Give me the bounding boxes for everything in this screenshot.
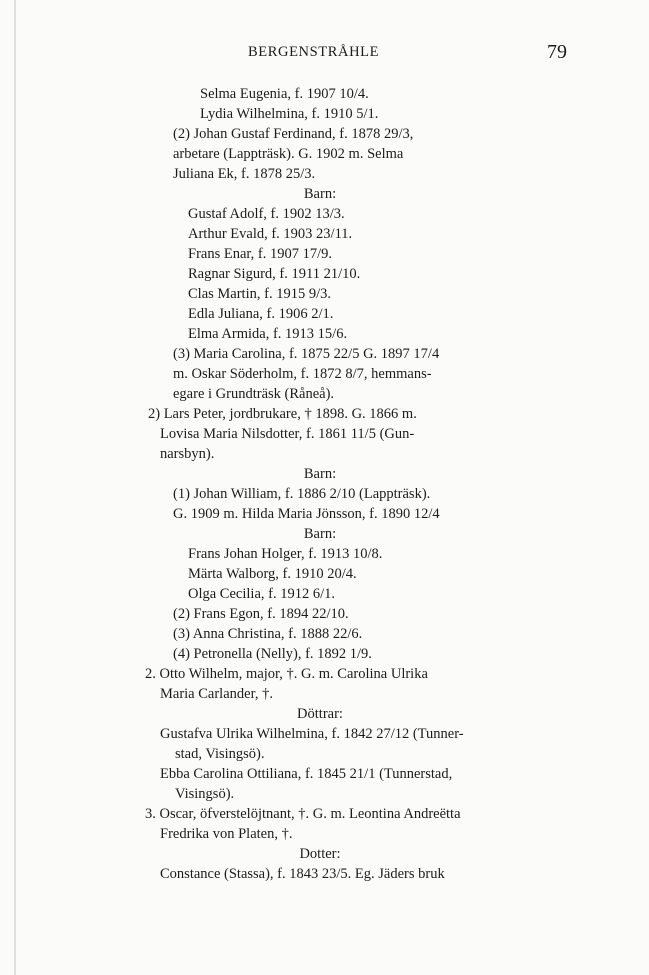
- page-number: 79: [547, 41, 567, 63]
- text-line: G. 1909 m. Hilda Maria Jönsson, f. 1890 12/4: [173, 506, 440, 522]
- text-line: Lydia Wilhelmina, f. 1910 5/1.: [200, 106, 379, 122]
- text-line: arbetare (Lappträsk). G. 1902 m. Selma: [173, 146, 404, 162]
- text-line: Gustaf Adolf, f. 1902 13/3.: [188, 206, 345, 222]
- text-line: stad, Visingsö).: [175, 746, 265, 762]
- text-line: (2) Johan Gustaf Ferdinand, f. 1878 29/3,: [173, 126, 414, 142]
- text-line: Fredrika von Platen, †.: [160, 826, 293, 842]
- text-line: Maria Carlander, †.: [160, 686, 273, 702]
- text-line: (2) Frans Egon, f. 1894 22/10.: [173, 606, 349, 622]
- text-line: Constance (Stassa), f. 1843 23/5. Eg. Jäders bruk: [160, 866, 445, 882]
- text-line: Ebba Carolina Ottiliana, f. 1845 21/1 (Tunnerstad,: [160, 766, 453, 782]
- text-line: Edla Juliana, f. 1906 2/1.: [188, 306, 334, 322]
- text-line: (1) Johan William, f. 1886 2/10 (Lappträsk).: [173, 486, 431, 502]
- section-heading: Barn:: [303, 466, 337, 482]
- text-line: Gustafva Ulrika Wilhelmina, f. 1842 27/12 (Tunner-: [160, 726, 464, 742]
- text-line: narsbyn).: [160, 446, 215, 462]
- text-line: egare i Grundträsk (Råneå).: [173, 386, 335, 402]
- text-line: Ragnar Sigurd, f. 1911 21/10.: [188, 266, 361, 282]
- text-line: m. Oskar Söderholm, f. 1872 8/7, hemmans-: [173, 366, 432, 382]
- text-line: Lovisa Maria Nilsdotter, f. 1861 11/5 (Gun-: [160, 426, 415, 442]
- text-line: Frans Enar, f. 1907 17/9.: [188, 246, 332, 262]
- text-line: Arthur Evald, f. 1903 23/11.: [188, 226, 353, 242]
- text-line: Juliana Ek, f. 1878 25/3.: [173, 166, 316, 182]
- text-line: Elma Armida, f. 1913 15/6.: [188, 326, 348, 342]
- text-line: Olga Cecilia, f. 1912 6/1.: [188, 586, 335, 602]
- text-line: Clas Martin, f. 1915 9/3.: [188, 286, 331, 302]
- page-edge-shadow: [14, 0, 16, 975]
- section-heading: Barn:: [303, 526, 337, 542]
- section-heading: Döttrar:: [297, 706, 343, 722]
- section-heading: Dotter:: [299, 846, 341, 862]
- text-line: Visingsö).: [175, 786, 235, 802]
- section-heading: Barn:: [303, 186, 337, 202]
- running-title: BERGENSTRÅHLE: [248, 44, 380, 60]
- text-line: 3. Oscar, öfverstelöjtnant, †. G. m. Leontina Andreëtta: [145, 806, 461, 822]
- text-line: (3) Anna Christina, f. 1888 22/6.: [173, 626, 363, 642]
- page-header: [0, 41, 649, 68]
- text-line: 2. Otto Wilhelm, major, †. G. m. Carolina Ulrika: [145, 666, 428, 682]
- text-line: 2) Lars Peter, jordbrukare, † 1898. G. 1866 m.: [148, 406, 417, 422]
- text-line: (3) Maria Carolina, f. 1875 22/5 G. 1897 17/4: [173, 346, 440, 362]
- text-line: Märta Walborg, f. 1910 20/4.: [188, 566, 357, 582]
- text-line: (4) Petronella (Nelly), f. 1892 1/9.: [173, 646, 372, 662]
- text-line: Selma Eugenia, f. 1907 10/4.: [200, 86, 369, 102]
- text-line: Frans Johan Holger, f. 1913 10/8.: [188, 546, 383, 562]
